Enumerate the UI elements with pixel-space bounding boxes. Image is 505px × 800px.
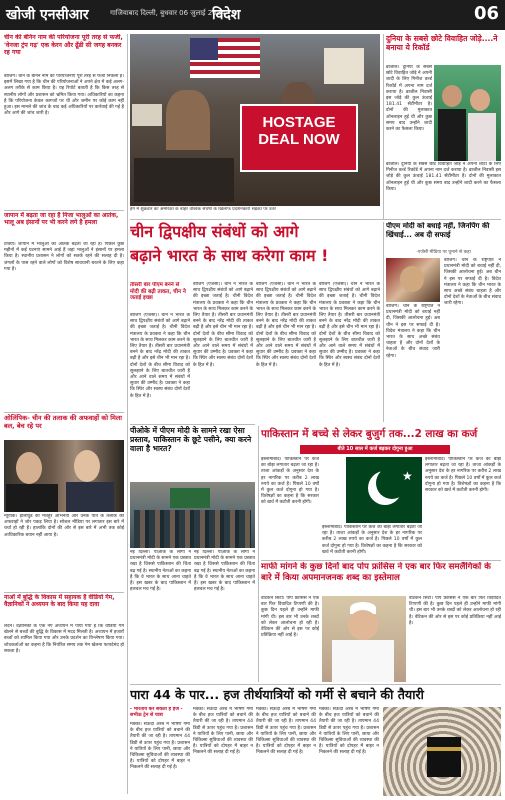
story-body: ब्राजील। दुनिया के सबसे छोटे विवाहित जोड़े ने अपनी शादी के लिए गिनीज वर्ल्ड रिकॉर्ड में अपना नाम दर्ज कराया है। ब्राजील निवासी इस जोड़े की कुल ऊंचाई 181.41 सेंटीमीटर है। दोनों की मुलाकात ऑनलाइन हुई थी और कुछ समय बाद उन्होंने शादी करने का फैसला किया।: [386, 65, 432, 133]
story-body-col2: मक्का। सऊदी अरब में भीषण गर्मी के बीच हज यात्रियों को बचाने की तैयारी की जा रही है। तापमान 44 डिग्री से ऊपर पहुंच गया है। प्रशासन ने यात्रियों के लिए पानी, छाया और चिकित्सा सुविधाओं की व्यवस्था की है। यात्रियों को दोपहर में बाहर न निकलने की सलाह दी गई है।: [193, 707, 253, 756]
story-body-mid: इस्लामाबाद। पाकिस्तान पर कर्ज का बोझ लगातार बढ़ता जा रहा है। ताजा आंकड़ों के अनुसार देश के हर नागरिक पर करीब 2 लाख रुपये का कर्ज है। पिछले 10 वर्षों में कुल कर्ज दोगुना हो गया है। विशेषज्ञों का कहना है कि सरकार को खर्च में कटौती करनी होगी।: [322, 525, 422, 555]
story-headline: दुनिया के सबसे छोटे विवाहित जोड़े....ने बनाया ये रिकॉर्ड: [386, 34, 498, 52]
issue-date: गाजियाबाद दिल्ली, बुधवार 06 जुलाई 2024: [110, 9, 226, 17]
main-story-col1: बीजिंग (एजेंसी)। चीन ने भारत के साथ द्विपक्षीय संबंधों को आगे बढ़ाने की इच्छा जताई है। चीनी विदेश मंत्रालय के प्रवक्ता ने कहा कि चीन भारत के साथ मिलकर काम करने के लिए तैयार है। तीसरी बार प्रधानमंत्री बनने के बाद नरेंद्र मोदी की ताकत बढ़ी है और इसे चीन भी मान रहा है। दोनों देशों के बीच सीमा विवाद को सुलझाने के लिए बातचीत जारी है और आने वाले समय में संबंधों में सुधार की उम्मीद है। प्रवक्ता ने कहा कि स्थिर और स्वस्थ संबंध दोनों देशों के हित में है।: [130, 313, 190, 399]
story-pm-xi: [386, 222, 501, 422]
story-headline: जापान में बढ़ता जा रहा है निजा भालुओं का आतंक, भालू अब इंसानों पर भी करने लगे है हमला: [4, 212, 119, 227]
story-body-continued: वेटिकन सिटी। पोप फ्रांसिस ने एक बार फिर विवादित टिप्पणी की है। कुछ दिन पहले ही उन्होंने माफी मांगी थी। इस बार भी उनके शब्दों को लेकर आलोचना हो रही है। वेटिकन की ओर से इस पर कोई प्रतिक्रिया नहीं आई है।: [409, 596, 501, 626]
main-story-col2: बीजिंग (एजेंसी)। चीन ने भारत के साथ द्विपक्षीय संबंधों को आगे बढ़ाने की इच्छा जताई है। चीनी विदेश मंत्रालय के प्रवक्ता ने कहा कि चीन भारत के साथ मिलकर काम करने के लिए तैयार है। तीसरी बार प्रधानमंत्री बनने के बाद नरेंद्र मोदी की ताकत बढ़ी है और इसे चीन भी मान रहा है। दोनों देशों के बीच सीमा विवाद को सुलझाने के लिए बातचीत जारी है और आने वाले समय में संबंधों में सुधार की उम्मीद है। प्रवक्ता ने कहा कि स्थिर और स्वस्थ संबंध दोनों देशों के हित में है।: [193, 282, 253, 368]
story-body-continued: नई दिल्ली। पीओके के लोगों ने प्रधानमंत्री मोदी के सामने एक प्रस्ताव रखा है जिससे पाकिस्तान की चिंता बढ़ गई है। स्थानीय नेताओं का कहना है कि वे भारत के साथ आना चाहते हैं। इस खबर के बाद पाकिस्तान में हलचल मच गई है।: [194, 550, 255, 593]
divider: [4, 412, 124, 413]
main-headline: [130, 222, 380, 280]
leader-photo: [386, 258, 440, 302]
story-body: बीजिंग। चीन के राष्ट्रपति ने प्रधानमंत्री मोदी को बधाई नहीं दी, जिसकी आलोचना हुई। अब चीन ने इस पर सफाई दी है। विदेश मंत्रालय ने कहा कि चीन भारत के साथ अच्छे संबंध चाहता है और दोनों देशों के नेताओं के बीच संवाद जारी रहेगा।: [386, 304, 440, 359]
main-headline-line1: चीन द्विपक्षीय संबंधों को आगे: [130, 222, 299, 241]
story-headline: चीन की बेनिन नाम की परियोजना पूरी तरह से फर्जी, 'वेनजा ट्रंप गढ़' एक केरन और ढूँडी सी जगह बनकर रह गया: [4, 34, 123, 57]
debt-subhead: बीते 10 साल में कर्ज बढ़कर दोगुना हुआ: [337, 446, 413, 452]
story-body: लंदन। वैज्ञानिकों के एक नए अध्ययन में पाया गया है कि वीडियो गेम खेलने से बच्चों की बुद्धि के विकास में मदद मिलती है। अध्ययन में हजारों बच्चों को शामिल किया गया और उनके प्रदर्शन का विश्लेषण किया गया। शोधकर्ताओं का कहना है कि नियंत्रित समय तक गेम खेलना फायदेमंद हो सकता है।: [4, 624, 124, 654]
story-body: नई दिल्ली। पीओके के लोगों ने प्रधानमंत्री मोदी के सामने एक प्रस्ताव रखा है जिससे पाकिस्तान की चिंता बढ़ गई है। स्थानीय नेताओं का कहना है कि वे भारत के साथ आना चाहते हैं। इस खबर के बाद पाकिस्तान में हलचल मच गई है।: [130, 550, 191, 593]
debt-subhead-bar: [300, 445, 450, 454]
crowd-photo: [130, 482, 255, 548]
story-pope-headline: माफी मांगने के कुछ दिनों बाद पोप फ्रांसिस ने एक बार फिर समलैंगिकों के बारे में किया अपमानजनक शब्द का इस्तेमाल: [261, 562, 491, 583]
main-headline-line2: बढ़ाने भारत के साथ करेगा काम !: [130, 246, 329, 265]
pope-photo: [322, 596, 406, 682]
newspaper-logo: खोजी एनसीआर: [6, 7, 89, 23]
story-body: वेटिकन सिटी। पोप फ्रांसिस ने एक बार फिर विवादित टिप्पणी की है। कुछ दिन पहले ही उन्होंने माफी मांगी थी। इस बार भी उनके शब्दों को लेकर आलोचना हो रही है। वेटिकन की ओर से इस पर कोई प्रतिक्रिया नहीं आई है।: [261, 596, 319, 639]
story-body-continued: इस्लामाबाद। पाकिस्तान पर कर्ज का बोझ लगातार बढ़ता जा रहा है। ताजा आंकड़ों के अनुसार देश के हर नागरिक पर करीब 2 लाख रुपये का कर्ज है। पिछले 10 वर्षों में कुल कर्ज दोगुना हो गया है। विशेषज्ञों का कहना है कि सरकार को खर्च में कटौती करनी होगी।: [425, 457, 501, 494]
main-story-col4: बीजिंग (एजेंसी)। चीन ने भारत के साथ द्विपक्षीय संबंधों को आगे बढ़ाने की इच्छा जताई है। चीनी विदेश मंत्रालय के प्रवक्ता ने कहा कि चीन भारत के साथ मिलकर काम करने के लिए तैयार है। तीसरी बार प्रधानमंत्री बनने के बाद नरेंद्र मोदी की ताकत बढ़ी है और इसे चीन भी मान रहा है। दोनों देशों के बीच सीमा विवाद को सुलझाने के लिए बातचीत जारी है और आने वाले समय में संबंधों में सुधार की उम्मीद है। प्रवक्ता ने कहा कि स्थिर और स्वस्थ संबंध दोनों देशों के हित में है।: [319, 282, 380, 368]
column-divider: [383, 34, 384, 219]
story-body: बीजिंग। चीन के बेनिन नाम की परियोजनाएं पूरी तरह से फर्जी निकलीं हैं। इसमें लिखा गया है कि चीन की परियोजनाओं ने अपने क्षेत्र में कई अलग-अलग तरीके से काम किया है। यह रिपोर्ट बताती है कि किस तरह से स्थानीय लोगों और प्रशासन को भ्रमित किया गया। अधिकारियों का कहना है कि परियोजना केवल कागजों पर थी और जमीन पर कोई काम नहीं हुआ। इस मामले की जांच के बाद कई अधिकारियों पर कार्रवाई की गई है और आगे की जांच जारी है।: [4, 74, 124, 117]
hostage-sign: [240, 104, 358, 172]
story-hajj-headline: पारा 44 के पार... हज तीर्थयात्रियों को गर्मी से बचाने की तैयारी: [130, 687, 424, 702]
page-number: 06: [473, 3, 499, 24]
divider: [4, 210, 124, 211]
main-story-col3: बीजिंग (एजेंसी)। चीन ने भारत के साथ द्विपक्षीय संबंधों को आगे बढ़ाने की इच्छा जताई है। चीनी विदेश मंत्रालय के प्रवक्ता ने कहा कि चीन भारत के साथ मिलकर काम करने के लिए तैयार है। तीसरी बार प्रधानमंत्री बनने के बाद नरेंद्र मोदी की ताकत बढ़ी है और इसे चीन भी मान रहा है। दोनों देशों के बीच सीमा विवाद को सुलझाने के लिए बातचीत जारी है और आने वाले समय में संबंधों में सुधार की उम्मीद है। प्रवक्ता ने कहा कि स्थिर और स्वस्थ संबंध दोनों देशों के हित में है।: [256, 282, 316, 368]
section-title: विदेश: [212, 7, 241, 23]
couple-photo: [4, 440, 124, 512]
story-bears: [4, 212, 124, 412]
divider: [261, 560, 501, 561]
couple-wedding-photo: [434, 65, 501, 161]
story-headline: पीओके में पीएम मोदी के सामने रखा ऐसा प्रस्ताव, पाकिस्तान के छूटे पसीने, क्या करने वाला है भारत?: [130, 426, 252, 454]
masthead: [0, 0, 505, 30]
story-body-continued: ब्राजील। दुनिया के सबसे छोटे विवाहित जोड़े ने अपनी शादी के लिए गिनीज वर्ल्ड रिकॉर्ड में अपना नाम दर्ज कराया है। ब्राजील निवासी इस जोड़े की कुल ऊंचाई 181.41 सेंटीमीटर है। दोनों की मुलाकात ऑनलाइन हुई थी और कुछ समय बाद उन्होंने शादी करने का फैसला किया।: [386, 162, 501, 192]
story-byline: -एजेंसी मीडिया पर घुमाने से कहा: [416, 250, 471, 255]
story-body-col3: मक्का। सऊदी अरब में भीषण गर्मी के बीच हज यात्रियों को बचाने की तैयारी की जा रही है। तापमान 44 डिग्री से ऊपर पहुंच गया है। प्रशासन ने यात्रियों के लिए पानी, छाया और चिकित्सा सुविधाओं की व्यवस्था की है। यात्रियों को दोपहर में बाहर न निकलने की सलाह दी गई है।: [256, 707, 316, 756]
photo-caption: हेग में शुक्रवार को अमेरिका के बाहर वैश्विक संघर्षों के खिलाफ प्रदर्शनकारी सड़कों पर उतरे: [130, 207, 276, 212]
story-wedding: [386, 34, 501, 219]
story-body-continued: बीजिंग। चीन के राष्ट्रपति ने प्रधानमंत्री मोदी को बधाई नहीं दी, जिसकी आलोचना हुई। अब चीन ने इस पर सफाई दी है। विदेश मंत्रालय ने कहा कि चीन भारत के साथ अच्छे संबंध चाहता है और दोनों देशों के नेताओं के बीच संवाद जारी रहेगा।: [444, 258, 501, 307]
divider: [130, 219, 501, 220]
story-body: न्यूयॉर्क। हॉलीवुड की मशहूर अभिनेत्री और उनके पति के तलाक की अफवाहों ने जोर पकड़ लिया है। सोशल मीडिया पर लगातार इस बारे में चर्चा हो रही है। हालांकि दोनों की ओर से इस बारे में अभी तक कोई आधिकारिक बयान नहीं आया है।: [4, 514, 124, 538]
story-video-games: [4, 594, 124, 789]
sign-text: HOSTAGE DEAL NOW: [258, 114, 340, 148]
story-pak-debt-headline: पाकिस्तान में बच्चे से लेकर बुजुर्ग तक...2 लाख का कर्ज: [261, 428, 478, 440]
pakistan-flag-image: ★: [322, 457, 422, 523]
story-headline: पीएम मोदी को बधाई नहीं, जिनपिंग की खिंचाई... अब दी सफाई: [386, 222, 490, 239]
story-body: मक्का। सऊदी अरब में भीषण गर्मी के बीच हज यात्रियों को बचाने की तैयारी की जा रही है। तापमान 44 डिग्री से ऊपर पहुंच गया है। प्रशासन ने यात्रियों के लिए पानी, छाया और चिकित्सा सुविधाओं की व्यवस्था की है। यात्रियों को दोपहर में बाहर न निकलने की सलाह दी गई है।: [130, 722, 190, 771]
column-divider: [258, 426, 259, 682]
story-body: इस्लामाबाद। पाकिस्तान पर कर्ज का बोझ लगातार बढ़ता जा रहा है। ताजा आंकड़ों के अनुसार देश के हर नागरिक पर करीब 2 लाख रुपये का कर्ज है। पिछले 10 वर्षों में कुल कर्ज दोगुना हो गया है। विशेषज्ञों का कहना है कि सरकार को खर्च में कटौती करनी होगी।: [261, 457, 319, 506]
story-body-col4: मक्का। सऊदी अरब में भीषण गर्मी के बीच हज यात्रियों को बचाने की तैयारी की जा रही है। तापमान 44 डिग्री से ऊपर पहुंच गया है। प्रशासन ने यात्रियों के लिए पानी, छाया और चिकित्सा सुविधाओं की व्यवस्था की है। यात्रियों को दोपहर में बाहर न निकलने की सलाह दी गई है।: [319, 707, 379, 756]
protest-photo: [130, 34, 380, 206]
kaaba-photo: [383, 707, 501, 796]
divider: [130, 424, 255, 425]
divider: [130, 684, 501, 685]
story-trump: [4, 34, 124, 209]
story-body: टोक्यो। जापान में भालुओं का आतंक बढ़ता जा रहा है। पिछले कुछ महीनों में कई घटनाएं सामने आई हैं जहां भालुओं ने इंसानों पर हमला किया है। स्थानीय प्रशासन ने लोगों को सतर्क रहने की सलाह दी है। जंगलों के पास रहने वाले लोगों को विशेष सावधानी बरतने के लिए कहा गया है।: [4, 242, 124, 272]
divider: [4, 592, 124, 593]
story-headline: नाओं में बुद्धि के विकास में सहायक है वीडियो गेम, वैज्ञानिकों ने अध्ययन के बाद किया यह दावा: [4, 594, 115, 609]
hajj-byline: - भारतीय कर सकती हैं हजे - सभीऊ ट्रेन से यात्रा: [130, 707, 183, 718]
main-subhead: तीसरी बार पीएम बनने से मोदी की बढ़ी ताकत, चीन ने जताई इच्छा: [130, 282, 186, 302]
story-headline: ओलिंपिक- चीन की तलाक की अफवाहों को मिला बल, बेच रहे पर: [4, 414, 122, 430]
column-divider: [127, 34, 128, 794]
column-divider: [383, 222, 384, 422]
story-pok: [130, 426, 255, 482]
